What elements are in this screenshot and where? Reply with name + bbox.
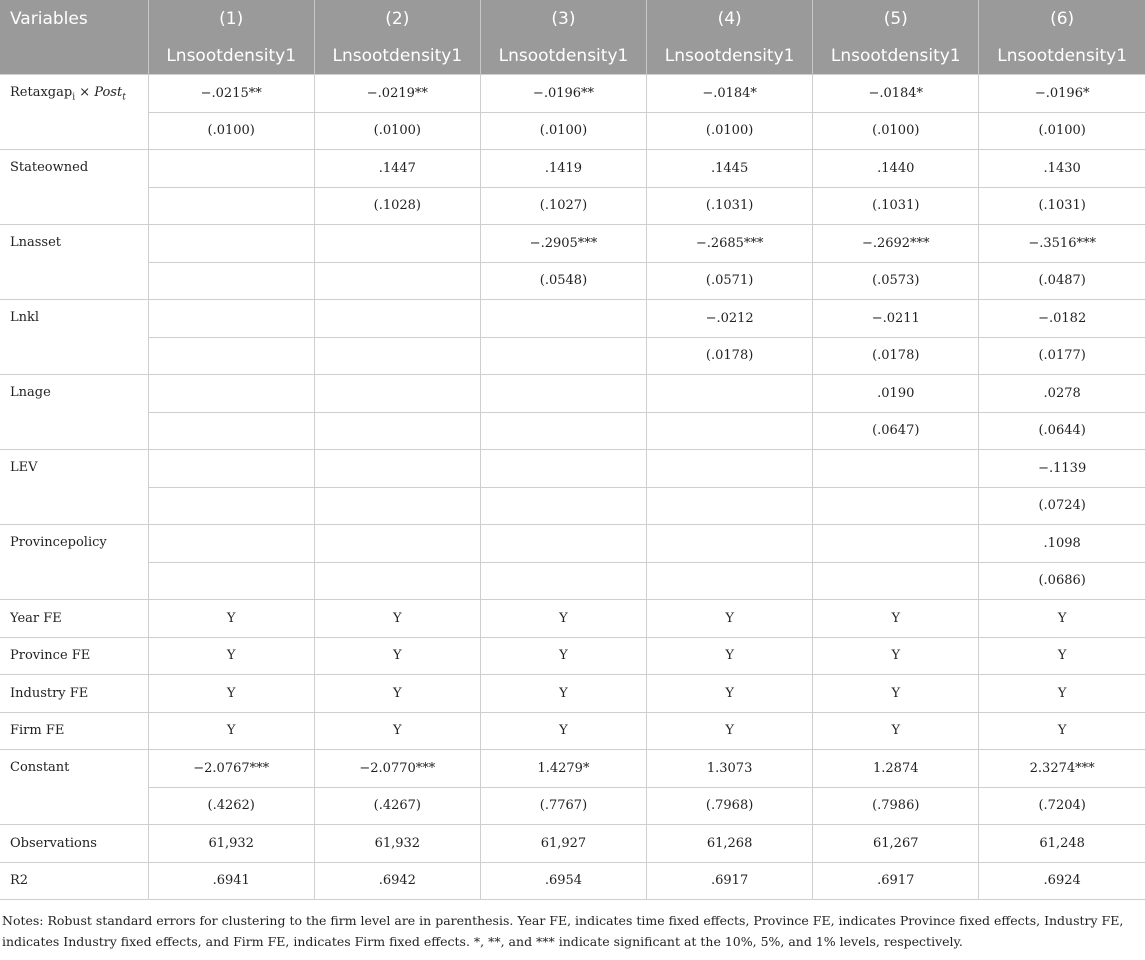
standard-error-cell: (.0647)	[813, 412, 979, 450]
standard-error-cell: (.0548)	[480, 262, 646, 300]
table-body	[0, 75, 1145, 900]
fixed-effect-cell: Y	[148, 712, 314, 750]
standard-error-cell: (.0100)	[813, 112, 979, 150]
coefficient-cell: −2.0770***	[314, 750, 480, 788]
variable-lnasset-se-row	[0, 262, 1145, 300]
fixed-effect-cell: Y	[647, 600, 813, 638]
standard-error-cell: (.0100)	[647, 112, 813, 150]
coefficient-cell: .1445	[647, 150, 813, 188]
fixed-effect-cell: Y	[979, 600, 1145, 638]
fixed-effect-cell: Y	[979, 712, 1145, 750]
variable-provincepolicy-coef-row	[0, 525, 1145, 563]
coefficient-cell	[314, 450, 480, 488]
coefficient-cell	[480, 525, 646, 563]
coefficient-cell	[314, 300, 480, 338]
dependent-variable-header: Lnsootdensity1	[813, 37, 979, 75]
statistic-cell: 61,932	[148, 825, 314, 863]
coefficient-cell: 1.4279*	[480, 750, 646, 788]
empty-header-cell	[0, 37, 148, 75]
coefficient-cell: −.0182	[979, 300, 1145, 338]
statistic-row	[0, 862, 1145, 900]
coefficient-cell	[148, 375, 314, 413]
fixed-effect-cell: Y	[314, 675, 480, 713]
coefficient-cell: .1419	[480, 150, 646, 188]
interaction-se-row	[0, 112, 1145, 150]
interaction-base-subscript: i	[72, 92, 76, 103]
fixed-effect-cell: Y	[148, 675, 314, 713]
coefficient-cell: .0190	[813, 375, 979, 413]
standard-error-cell	[148, 562, 314, 600]
fixed-effect-cell: Y	[314, 712, 480, 750]
standard-error-cell: (.1031)	[813, 187, 979, 225]
statistic-cell: 61,248	[979, 825, 1145, 863]
constant-coef-row	[0, 750, 1145, 788]
statistic-cell: 61,927	[480, 825, 646, 863]
coefficient-cell	[148, 450, 314, 488]
standard-error-cell	[480, 487, 646, 525]
column-number-header: (3)	[480, 0, 646, 37]
statistic-cell: .6917	[813, 862, 979, 900]
fixed-effect-label: Firm FE	[0, 712, 148, 750]
fixed-effect-cell: Y	[813, 712, 979, 750]
fixed-effect-cell: Y	[979, 637, 1145, 675]
standard-error-cell	[314, 337, 480, 375]
variable-lnasset-coef-row	[0, 225, 1145, 263]
coefficient-cell	[314, 225, 480, 263]
coefficient-cell: .1440	[813, 150, 979, 188]
coefficient-cell: −.0219**	[314, 75, 480, 113]
coefficient-cell	[148, 225, 314, 263]
fixed-effect-cell: Y	[647, 675, 813, 713]
fixed-effect-cell: Y	[480, 712, 646, 750]
coefficient-cell: −.0215**	[148, 75, 314, 113]
coefficient-cell: −.0196**	[480, 75, 646, 113]
coefficient-cell: −.0212	[647, 300, 813, 338]
column-number-header: (6)	[979, 0, 1145, 37]
standard-error-cell	[314, 262, 480, 300]
coefficient-cell: −.0184*	[813, 75, 979, 113]
standard-error-cell: (.4262)	[148, 787, 314, 825]
standard-error-cell: (.1031)	[647, 187, 813, 225]
variable-lnage-label: Lnage	[0, 375, 148, 450]
variables-header: Variables	[0, 0, 148, 37]
coefficient-cell: −.0196*	[979, 75, 1145, 113]
variable-stateowned-label: Stateowned	[0, 150, 148, 225]
fixed-effect-cell: Y	[647, 712, 813, 750]
standard-error-cell	[148, 337, 314, 375]
standard-error-cell: (.0100)	[480, 112, 646, 150]
coefficient-cell	[480, 300, 646, 338]
column-number-header: (4)	[647, 0, 813, 37]
fixed-effect-row	[0, 675, 1145, 713]
coefficient-cell	[314, 375, 480, 413]
variable-lnkl-coef-row	[0, 300, 1145, 338]
header-row-dependent	[0, 37, 1145, 75]
statistic-cell: 61,932	[314, 825, 480, 863]
interaction-times-symbol: ×	[75, 85, 95, 100]
interaction-coef-row	[0, 75, 1145, 113]
fixed-effect-label: Year FE	[0, 600, 148, 638]
coefficient-cell	[148, 300, 314, 338]
standard-error-cell: (.0487)	[979, 262, 1145, 300]
standard-error-cell	[647, 487, 813, 525]
coefficient-cell: −.3516***	[979, 225, 1145, 263]
coefficient-cell: .0278	[979, 375, 1145, 413]
standard-error-cell	[480, 562, 646, 600]
fixed-effect-cell: Y	[480, 600, 646, 638]
coefficient-cell	[647, 450, 813, 488]
variable-lev-coef-row	[0, 450, 1145, 488]
standard-error-cell	[148, 262, 314, 300]
standard-error-cell	[314, 562, 480, 600]
fixed-effect-cell: Y	[979, 675, 1145, 713]
coefficient-cell: −.0211	[813, 300, 979, 338]
variable-lnkl-se-row	[0, 337, 1145, 375]
fixed-effect-cell: Y	[314, 637, 480, 675]
fixed-effect-cell: Y	[813, 637, 979, 675]
coefficient-cell: 2.3274***	[979, 750, 1145, 788]
interaction-post-text: Post	[94, 85, 123, 100]
standard-error-cell: (.7968)	[647, 787, 813, 825]
coefficient-cell	[813, 450, 979, 488]
constant-label: Constant	[0, 750, 148, 825]
dependent-variable-header: Lnsootdensity1	[480, 37, 646, 75]
statistic-cell: .6941	[148, 862, 314, 900]
table-notes: Notes: Robust standard errors for clustering to the firm level are in parenthesis. Year FE, indicates time fixed effects, Province FE, indicates Province fixed effects, Industry FE, indicates Industry fixed effects, and Firm FE, indicates Firm fixed effects. *, **, and *** indicate significant at the 10%, 5%, and 1% levels, respectively.	[2, 913, 1124, 949]
statistic-cell: 61,267	[813, 825, 979, 863]
variable-lnkl-label: Lnkl	[0, 300, 148, 375]
fixed-effect-cell: Y	[647, 637, 813, 675]
standard-error-cell: (.1028)	[314, 187, 480, 225]
coefficient-cell: −.1139	[979, 450, 1145, 488]
standard-error-cell: (.1031)	[979, 187, 1145, 225]
fixed-effect-label: Province FE	[0, 637, 148, 675]
coefficient-cell	[480, 450, 646, 488]
standard-error-cell: (.7204)	[979, 787, 1145, 825]
fixed-effect-cell: Y	[148, 637, 314, 675]
dependent-variable-header: Lnsootdensity1	[647, 37, 813, 75]
standard-error-cell	[148, 487, 314, 525]
standard-error-cell: (.0100)	[979, 112, 1145, 150]
standard-error-cell	[480, 412, 646, 450]
dependent-variable-header: Lnsootdensity1	[148, 37, 314, 75]
standard-error-cell: (.0571)	[647, 262, 813, 300]
standard-error-cell: (.0573)	[813, 262, 979, 300]
statistic-cell: 61,268	[647, 825, 813, 863]
variable-provincepolicy-se-row	[0, 562, 1145, 600]
interaction-post-subscript: t	[122, 92, 126, 103]
coefficient-cell	[647, 525, 813, 563]
fixed-effect-row	[0, 712, 1145, 750]
variable-lnage-coef-row	[0, 375, 1145, 413]
coefficient-cell: .1447	[314, 150, 480, 188]
interaction-base-text: Retaxgap	[10, 85, 73, 100]
standard-error-cell	[647, 562, 813, 600]
standard-error-cell: (.0100)	[148, 112, 314, 150]
fixed-effect-row	[0, 600, 1145, 638]
variable-stateowned-coef-row	[0, 150, 1145, 188]
column-number-header: (5)	[813, 0, 979, 37]
standard-error-cell	[813, 487, 979, 525]
variable-provincepolicy-label: Provincepolicy	[0, 525, 148, 600]
coefficient-cell: −.2692***	[813, 225, 979, 263]
column-number-header: (2)	[314, 0, 480, 37]
coefficient-cell: −2.0767***	[148, 750, 314, 788]
variable-lev-se-row	[0, 487, 1145, 525]
fixed-effect-cell: Y	[314, 600, 480, 638]
fixed-effect-cell: Y	[813, 675, 979, 713]
fixed-effect-cell: Y	[480, 675, 646, 713]
coefficient-cell: −.2905***	[480, 225, 646, 263]
statistic-label: R2	[0, 862, 148, 900]
statistic-label: Observations	[0, 825, 148, 863]
dependent-variable-header: Lnsootdensity1	[314, 37, 480, 75]
standard-error-cell: (.1027)	[480, 187, 646, 225]
fixed-effect-label: Industry FE	[0, 675, 148, 713]
coefficient-cell	[480, 375, 646, 413]
variable-lnage-se-row	[0, 412, 1145, 450]
statistic-cell: .6954	[480, 862, 646, 900]
standard-error-cell: (.0644)	[979, 412, 1145, 450]
fixed-effect-cell: Y	[148, 600, 314, 638]
standard-error-cell	[148, 187, 314, 225]
fixed-effect-cell: Y	[480, 637, 646, 675]
fixed-effect-row	[0, 637, 1145, 675]
standard-error-cell: (.0724)	[979, 487, 1145, 525]
coefficient-cell	[148, 525, 314, 563]
standard-error-cell: (.7986)	[813, 787, 979, 825]
coefficient-cell	[148, 150, 314, 188]
variable-lnasset-label: Lnasset	[0, 225, 148, 300]
interaction-label	[0, 75, 148, 150]
constant-se-row	[0, 787, 1145, 825]
coefficient-cell: .1098	[979, 525, 1145, 563]
header-row-columns	[0, 0, 1145, 37]
coefficient-cell: 1.3073	[647, 750, 813, 788]
variable-stateowned-se-row	[0, 187, 1145, 225]
standard-error-cell	[148, 412, 314, 450]
coefficient-cell: −.2685***	[647, 225, 813, 263]
coefficient-cell: −.0184*	[647, 75, 813, 113]
standard-error-cell: (.0178)	[647, 337, 813, 375]
variable-lev-label: LEV	[0, 450, 148, 525]
statistic-row	[0, 825, 1145, 863]
fixed-effect-cell: Y	[813, 600, 979, 638]
standard-error-cell	[314, 487, 480, 525]
statistic-cell: .6924	[979, 862, 1145, 900]
dependent-variable-header: Lnsootdensity1	[979, 37, 1145, 75]
standard-error-cell: (.4267)	[314, 787, 480, 825]
standard-error-cell: (.0686)	[979, 562, 1145, 600]
column-number-header: (1)	[148, 0, 314, 37]
coefficient-cell: 1.2874	[813, 750, 979, 788]
standard-error-cell	[314, 412, 480, 450]
table-header	[0, 0, 1145, 75]
standard-error-cell	[813, 562, 979, 600]
coefficient-cell: .1430	[979, 150, 1145, 188]
statistic-cell: .6942	[314, 862, 480, 900]
standard-error-cell: (.0100)	[314, 112, 480, 150]
standard-error-cell	[480, 337, 646, 375]
standard-error-cell: (.0178)	[813, 337, 979, 375]
standard-error-cell: (.0177)	[979, 337, 1145, 375]
standard-error-cell	[647, 412, 813, 450]
coefficient-cell	[647, 375, 813, 413]
coefficient-cell	[813, 525, 979, 563]
standard-error-cell: (.7767)	[480, 787, 646, 825]
statistic-cell: .6917	[647, 862, 813, 900]
coefficient-cell	[314, 525, 480, 563]
